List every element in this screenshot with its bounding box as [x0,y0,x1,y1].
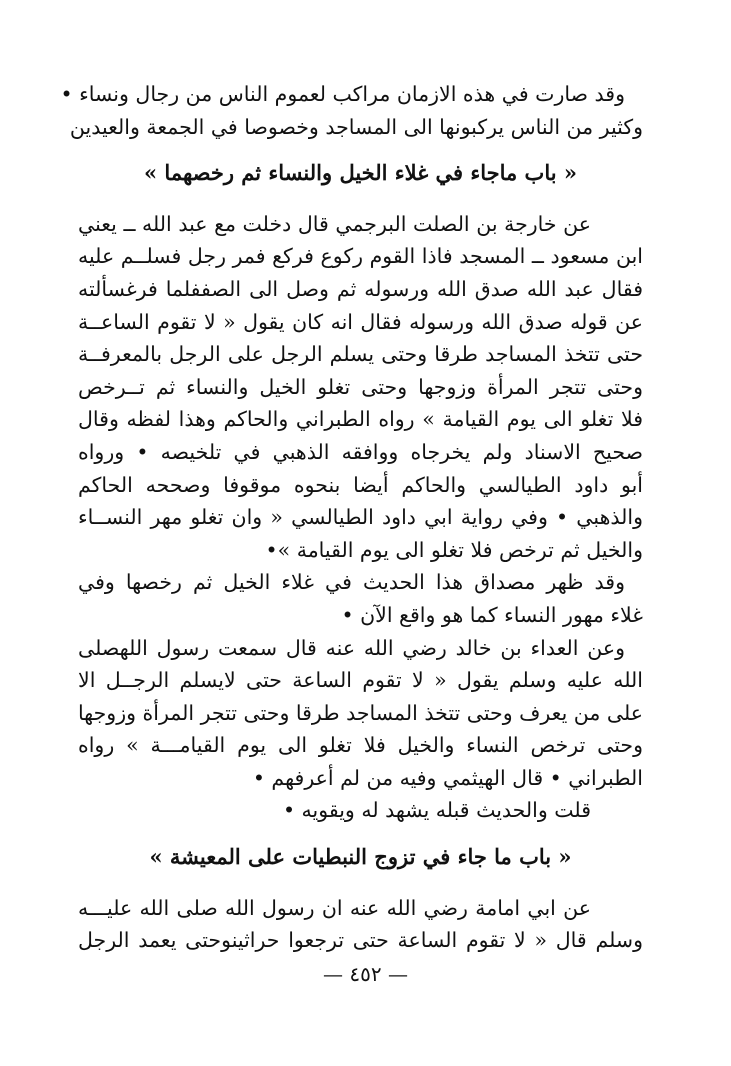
text-line: الله عليه وسلم يقول « لا تقوم الساعة حتى لايسلم الرجــل الا [78,668,643,693]
text-line: الطبراني • قال الهيثمي وفيه من لم أعرفهم • [252,765,643,790]
text-line: عن خارجة بن الصلت البرجمي قال دخلت مع عبد الله ــ يعني [78,211,591,236]
text-line: ابن مسعود ــ المسجد فاذا القوم ركوع فركع فمر رجل فسلــم عليه [78,244,643,269]
section-heading: « باب ما جاء في تزوج النبطيات على المعيشة » [149,844,572,870]
text-line: على من يعرف وحتى تتخذ المساجد طرقا وحتى تتجر المرأة وزوجها [77,700,643,725]
text-line: وكثير من الناس يركبونها الى المساجد وخصوصا في الجمعة والعيدين [69,114,643,139]
paragraph-2 [78,208,643,567]
text-line: وسلم قال « لا تقوم الساعة حتى ترجعوا حراثينوحتى يعمد الرجل [78,928,643,953]
paragraph-3 [78,566,643,631]
text-line: وقد ظهر مصداق هذا الحديث في غلاء الخيل ثم رخصها وفي [78,570,625,595]
text-line: وعن العداء بن خالد رضي الله عنه قال سمعت رسول اللهصلى [78,635,625,660]
paragraph-6 [78,892,643,957]
text-line: فلا تغلو الى يوم القيامة » رواه الطبراني والحاكم وهذا لفظه وقال [78,407,643,432]
text-line: وحتى تتجر المرأة وزوجها وحتى تغلو الخيل والنساء ثم تــرخص [78,374,643,399]
text-line: عن ابي امامة رضي الله عنه ان رسول الله صلى الله عليـــه [78,895,591,920]
text-line: قلت والحديث قبله يشهد له ويقويه • [282,798,591,823]
paragraph-1 [60,78,643,143]
text-line: فقال عبد الله صدق الله ورسوله ثم وصل الى الصففلما فرغسألته [78,276,643,301]
text-line: والذهبي • وفي رواية ابي داود الطيالسي « وان تغلو مهر النســاء [78,505,643,530]
page-body [60,78,643,957]
text-line: حتى تتخذ المساجد طرقا وحتى يسلم الرجل على الرجل بالمعرفــة [78,342,643,367]
text-line: أبو داود الطيالسي والحاكم أيضا بنحوه موقوفا وصححه الحاكم [78,472,643,497]
text-line: غلاء مهور النساء كما هو واقع الآن • [341,602,643,627]
section-heading: « باب ماجاء في غلاء الخيل والنساء ثم رخصهما » [143,160,577,186]
text-line: والخيل ثم ترخص فلا تغلو الى يوم القيامة »• [265,537,643,562]
paragraph-4 [78,632,643,795]
text-line: صحيح الاسناد ولم يخرجاه ووافقه الذهبي في تلخيصه • ورواه [78,439,643,464]
text-line: عن قوله صدق الله ورسوله فقال انه كان يقول « لا تقوم الساعــة [78,309,643,334]
paragraph-5 [78,794,643,827]
text-line: وحتى ترخص النساء والخيل فلا تغلو الى يوم القيامـــة » رواه [78,733,643,758]
page-number: — ٤٥٢ — [323,962,408,986]
text-line: وقد صارت في هذه الازمان مراكب لعموم الناس من رجال ونساء • [60,82,625,106]
